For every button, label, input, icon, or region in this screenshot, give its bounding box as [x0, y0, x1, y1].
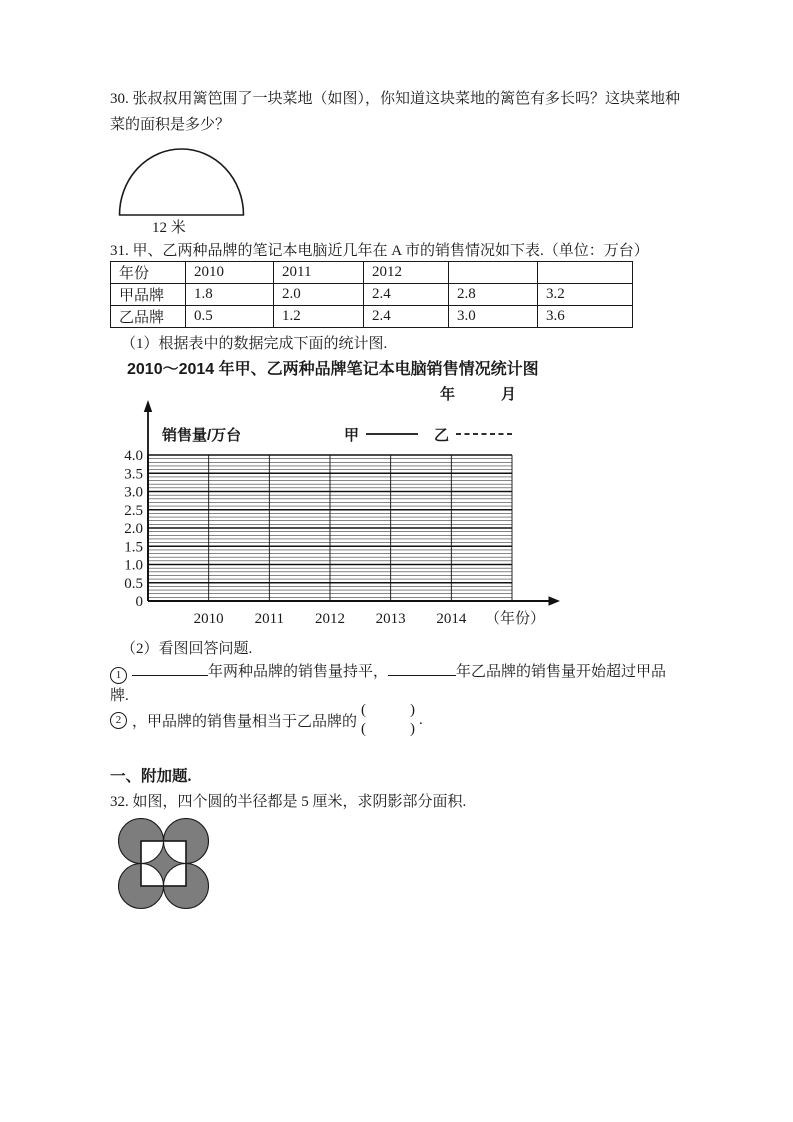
y-tick-label: 0.5	[124, 575, 143, 592]
x-axis-arrow-icon	[549, 596, 561, 606]
answer-blank-1	[132, 659, 208, 676]
sales-table	[110, 261, 633, 328]
x-tick-label: 2014	[436, 611, 467, 627]
sub1-text-a: 年两种品牌的销售量持平，	[208, 664, 389, 680]
table-cell: 2011	[274, 262, 364, 284]
legend-jia-label: 甲	[344, 427, 360, 444]
sub1-text-b: 年乙品牌的销售量开始超过甲品	[456, 664, 667, 680]
semicircle-drawing	[116, 142, 248, 224]
x-tick-label: 2012	[315, 611, 346, 627]
table-cell: 2.4	[364, 284, 449, 306]
table-row-years	[111, 262, 633, 284]
answer-blank-2	[388, 659, 456, 676]
sub-question-2-line	[110, 701, 423, 739]
sub2-text: ，甲品牌的销售量相当于乙品牌的	[132, 713, 358, 730]
legend-yi-label: 乙	[434, 427, 450, 444]
table-cell: 3.2	[538, 284, 633, 306]
chart-gridlines	[148, 455, 512, 601]
table-cell: 2010	[186, 262, 274, 284]
sub1-text-wrap: 牌.	[110, 688, 129, 704]
circled-1-marker: 1	[110, 667, 127, 684]
table-cell	[449, 262, 538, 284]
chart-title: 2010～2014 年甲、乙两种品牌笔记本电脑销售情况统计图	[127, 361, 539, 378]
table-row-brand-a	[111, 284, 633, 306]
table-cell: 2.4	[364, 306, 449, 328]
fraction-blank	[361, 701, 415, 739]
fraction-numerator	[361, 701, 415, 720]
table-cell: 2.0	[274, 284, 364, 306]
y-tick-label: 3.0	[124, 484, 143, 501]
sub-question-1-line	[110, 659, 666, 684]
semicircle-shape	[120, 149, 244, 215]
x-tick-label: 2010	[193, 611, 224, 627]
table-cell: 甲品牌	[111, 284, 186, 306]
table-cell: 1.8	[186, 284, 274, 306]
paren-open: (	[361, 702, 367, 718]
y-axis-arrow-icon	[144, 400, 152, 412]
table-cell: 2012	[364, 262, 449, 284]
table-cell	[538, 262, 633, 284]
paren-close: )	[410, 721, 416, 737]
table-cell: 年份	[111, 262, 186, 284]
table-cell: 3.6	[538, 306, 633, 328]
y-tick-label: 2.5	[124, 502, 143, 519]
question-32-text: 32. 如图，四个圆的半径都是 5 厘米，求阴影部分面积.	[110, 794, 467, 810]
semicircle-diameter-label: 12 米	[152, 220, 186, 236]
question-30-text: 30. 张叔叔用篱笆围了一块菜地（如图），你知道这块菜地的篱笆有多长吗？这块菜地种菜的面积是多少？	[110, 91, 681, 133]
table-cell: 乙品牌	[111, 306, 186, 328]
question-31-text: 31. 甲、乙两种品牌的笔记本电脑近几年在 A 市的销售情况如下表.（单位：万台）	[110, 243, 649, 259]
y-tick-label: 1.5	[124, 539, 143, 556]
year-label: 年	[440, 386, 456, 403]
part-1-instruction: （1）根据表中的数据完成下面的统计图.	[121, 336, 388, 352]
part-2-instruction: （2）看图回答问题.	[121, 641, 253, 657]
x-tick-label: 2013	[375, 611, 406, 627]
circled-2-marker: 2	[110, 712, 127, 729]
paren-close: )	[410, 702, 416, 718]
semicircle-figure	[116, 142, 248, 236]
four-circles-figure	[118, 818, 214, 914]
x-tick-label: 2011	[254, 611, 285, 627]
x-axis-unit-label: （年份）	[485, 611, 546, 627]
extra-section-heading: 一、附加题.	[110, 768, 192, 785]
y-tick-label: 3.5	[124, 466, 143, 483]
table-cell: 0.5	[186, 306, 274, 328]
table-cell: 3.0	[449, 306, 538, 328]
paren-open: (	[361, 721, 367, 737]
statistics-chart	[100, 396, 580, 642]
y-tick-label: 0	[135, 594, 143, 610]
y-tick-label: 2.0	[124, 521, 143, 537]
sub2-tail: .	[419, 711, 423, 728]
y-tick-label: 1.0	[124, 557, 143, 574]
fraction-denominator	[361, 720, 415, 739]
y-axis-label: 销售量/万台	[162, 427, 242, 444]
table-row-brand-b	[111, 306, 633, 328]
y-tick-label: 4.0	[124, 448, 143, 464]
table-cell: 1.2	[274, 306, 364, 328]
month-label: 月	[501, 386, 517, 403]
table-cell: 2.8	[449, 284, 538, 306]
